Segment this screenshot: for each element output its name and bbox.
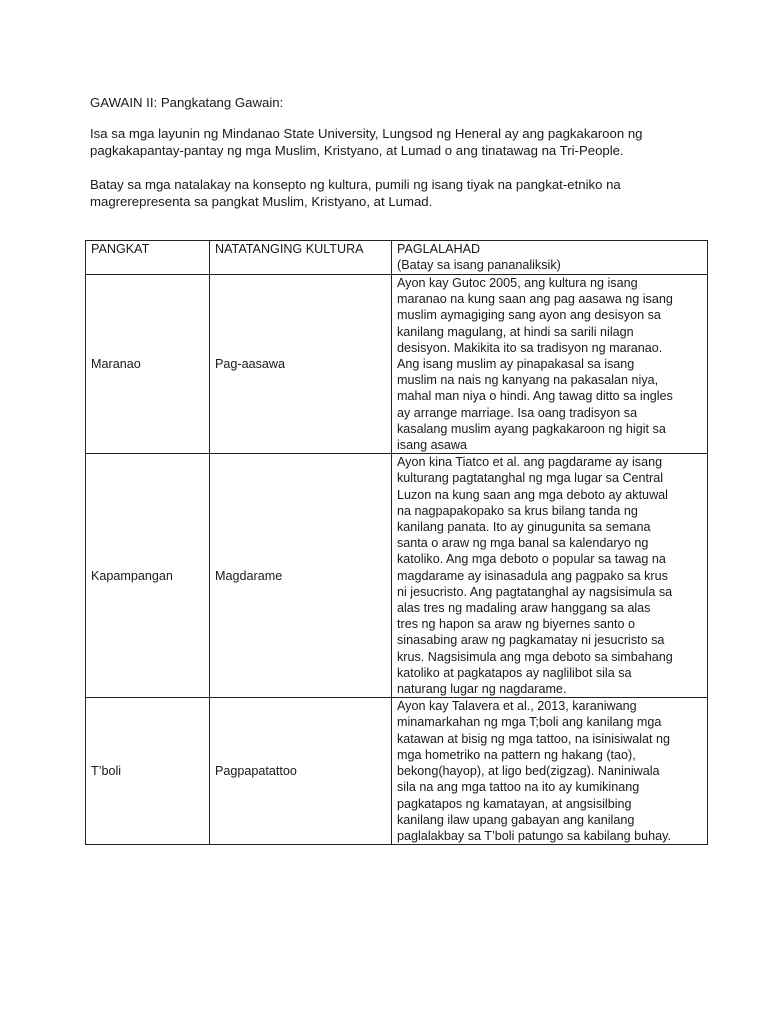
- intro-line: Isa sa mga layunin ng Mindanao State University, Lungsod ng Heneral ay ang pagkakaroon ng: [90, 126, 643, 141]
- cell-paglalahad: [392, 454, 708, 698]
- paglalahad-line: kanilang magulang, at hindi sa sarili nilagn: [397, 324, 634, 339]
- paglalahad-line: maranao na kung saan ang pag aasawa ng isang: [397, 292, 673, 307]
- header-paglalahad-subtitle: (Batay sa isang pananaliksik): [397, 258, 561, 273]
- paglalahad-line: katoliko at pagkatapos ay naglilibot sila sa: [397, 665, 632, 680]
- cell-paglalahad: [392, 698, 708, 845]
- paglalahad-line: ni jesucristo. Ang pagtatanghal ay nagsisimula sa: [397, 584, 673, 599]
- culture-table: [85, 240, 708, 845]
- cell-paglalahad: [392, 275, 708, 454]
- header-natatanging-kultura: NATATANGING KULTURA: [210, 241, 392, 275]
- paglalahad-line: mahal man niya o hindi. Ang tawag ditto sa ingles: [397, 389, 673, 404]
- instruction-paragraph: [90, 176, 710, 210]
- intro-paragraph: [90, 125, 710, 159]
- paglalahad-line: paglalakbay sa T’boli patungo sa kabilang buhay.: [397, 828, 671, 843]
- header-paglalahad: [392, 241, 708, 275]
- table-row: [86, 698, 708, 845]
- paglalahad-line: pagkatapos ng kamatayan, at angsisilbing: [397, 796, 632, 811]
- paglalahad-line: sila na ang mga tattoo na ito ay kumikinang: [397, 780, 640, 795]
- paglalahad-line: ay arrange marriage. Isa oang tradisyon sa: [397, 405, 638, 420]
- paglalahad-line: sinasabing araw ng pagkamatay ni jesucristo sa: [397, 633, 665, 648]
- paglalahad-line: isang asawa: [397, 438, 468, 453]
- cell-kultura: Pagpapatattoo: [210, 698, 392, 845]
- paglalahad-line: katoliko. Ang mga deboto o popular sa tawag na: [397, 552, 666, 567]
- paglalahad-line: Ayon kay Talavera et al., 2013, karaniwang: [397, 699, 637, 714]
- activity-heading: GAWAIN II: Pangkatang Gawain:: [90, 95, 284, 110]
- instruction-line: magrerepresenta sa pangkat Muslim, Kristyano, at Lumad.: [90, 194, 433, 209]
- paglalahad-line: krus. Nagsisimula ang mga deboto sa simbahang: [397, 649, 673, 664]
- paglalahad-line: kanilang ilaw upang gabayan ang kanilang: [397, 812, 635, 827]
- paglalahad-line: desisyon. Makikita ito sa tradisyon ng maranao.: [397, 340, 663, 355]
- paglalahad-line: kasalang muslim ayang pagkakaroon ng higit sa: [397, 421, 666, 436]
- paglalahad-line: muslim na nais ng kanyang na pakasalan niya,: [397, 373, 659, 388]
- paglalahad-line: magdarame ay isinasadula ang pagpako sa krus: [397, 568, 668, 583]
- header-pangkat: PANGKAT: [86, 241, 210, 275]
- paglalahad-line: na nagpapakopako sa krus bilang tanda ng: [397, 503, 638, 518]
- cell-pangkat: T’boli: [86, 698, 210, 845]
- cell-pangkat: Kapampangan: [86, 454, 210, 698]
- paglalahad-line: tres ng hapon sa araw ng biyernes santo o: [397, 617, 636, 632]
- paglalahad-line: Ayon kina Tiatco et al. ang pagdarame ay isang: [397, 455, 663, 470]
- paglalahad-line: kulturang pagtatanghal ng mga lugar sa Central: [397, 471, 664, 486]
- cell-kultura: Pag-aasawa: [210, 275, 392, 454]
- paglalahad-line: katawan at bisig ng mga tattoo, na isinisiwalat ng: [397, 731, 671, 746]
- instruction-line: Batay sa mga natalakay na konsepto ng kultura, pumili ng isang tiyak na pangkat-etniko na: [90, 177, 621, 192]
- table-header-row: [86, 241, 708, 275]
- paglalahad-line: kanilang panata. Ito ay ginugunita sa semana: [397, 520, 651, 535]
- paglalahad-line: muslim aymagiging sang ayon ang desisyon sa: [397, 308, 661, 323]
- paglalahad-line: santa o araw ng mga banal sa kalendaryo ng: [397, 536, 649, 551]
- paglalahad-line: alas tres ng madaling araw hanggang sa alas: [397, 601, 651, 616]
- paglalahad-line: Ayon kay Gutoc 2005, ang kultura ng isang: [397, 276, 638, 290]
- paglalahad-line: naturang lugar ng nagdarame.: [397, 682, 567, 697]
- paglalahad-line: Ang isang muslim ay pinapakasal sa isang: [397, 357, 635, 372]
- header-paglalahad-title: PAGLALAHAD: [397, 242, 481, 256]
- paglalahad-line: minamarkahan ng mga T;boli ang kanilang mga: [397, 715, 662, 730]
- cell-kultura: Magdarame: [210, 454, 392, 698]
- table-row: [86, 454, 708, 698]
- table-row: [86, 275, 708, 454]
- cell-pangkat: Maranao: [86, 275, 210, 454]
- paglalahad-line: bekong(hayop), at ligo bed(zigzag). Naniniwala: [397, 764, 660, 779]
- paglalahad-line: Luzon na kung saan ang mga deboto ay aktuwal: [397, 487, 668, 502]
- paglalahad-line: mga hometriko na pattern ng hakang (tao),: [397, 747, 636, 762]
- intro-line: pagkakapantay-pantay ng mga Muslim, Kristyano, at Lumad o ang tinatawag na Tri-People.: [90, 143, 624, 158]
